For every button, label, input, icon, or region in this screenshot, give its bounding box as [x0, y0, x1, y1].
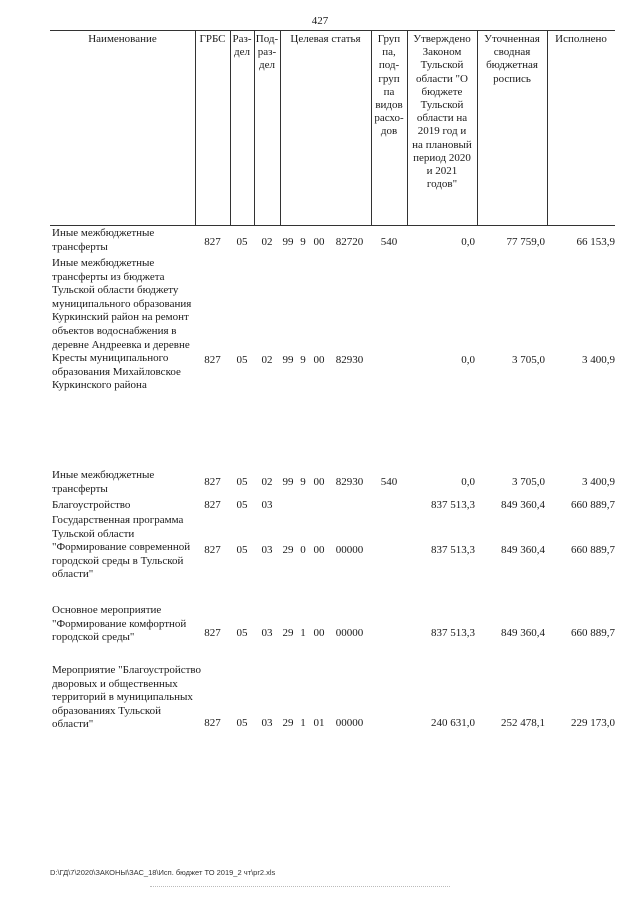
row-target-3: 00	[313, 544, 325, 556]
row-target-2: 1	[300, 717, 306, 729]
row-refined: 3 705,0	[512, 354, 545, 366]
file-path-footer: D:\ГД\7\2020\ЗАКОНЫ\ЗАС_18\Исп. бюджет ТО 2019_2 чт\pr2.xls	[50, 868, 276, 877]
row-razdel: 05	[236, 476, 248, 488]
row-razdel: 05	[236, 236, 248, 248]
header-podrazdel: Под- раз- дел	[255, 33, 279, 72]
col-divider	[280, 30, 281, 226]
row-podrazdel: 02	[261, 354, 273, 366]
row-executed: 660 889,7	[571, 499, 615, 511]
row-executed: 660 889,7	[571, 627, 615, 639]
row-group: 540	[380, 236, 398, 248]
row-name: Благоустройство	[52, 499, 131, 511]
row-grbs: 827	[204, 544, 221, 556]
row-podrazdel: 02	[261, 236, 273, 248]
row-podrazdel: 03	[261, 544, 273, 556]
row-target-1: 99	[282, 354, 294, 366]
header-bottom-border	[50, 225, 615, 226]
row-target-2: 1	[300, 627, 306, 639]
row-target-1: 29	[282, 544, 294, 556]
row-target-4: 00000	[335, 544, 364, 556]
row-razdel: 05	[236, 717, 248, 729]
row-group: 540	[380, 476, 398, 488]
row-name: Мероприятие "Благоустройство дворовых и общественных территорий в муниципальных образованиях Тульской области"	[52, 664, 202, 731]
header-group: Груп па, под- груп па видов расхо- дов	[374, 33, 404, 138]
row-executed: 229 173,0	[571, 717, 615, 729]
row-approved: 837 513,3	[431, 544, 475, 556]
row-approved: 0,0	[461, 236, 475, 248]
row-target-1: 99	[282, 476, 294, 488]
row-refined: 849 360,4	[501, 627, 545, 639]
col-divider	[547, 30, 548, 226]
row-refined: 252 478,1	[501, 717, 545, 729]
row-target-4: 82930	[335, 354, 364, 366]
header-refined: Уточненная сводная бюджетная роспись	[484, 33, 540, 85]
row-target-3: 00	[313, 354, 325, 366]
row-executed: 3 400,9	[582, 476, 615, 488]
row-approved: 0,0	[461, 354, 475, 366]
row-podrazdel: 03	[261, 627, 273, 639]
row-executed: 3 400,9	[582, 354, 615, 366]
page-number: 427	[311, 15, 329, 27]
row-target-4: 00000	[335, 717, 364, 729]
row-name: Иные межбюджетные трансферты	[52, 469, 155, 495]
row-target-2: 9	[300, 236, 306, 248]
row-approved: 240 631,0	[431, 717, 475, 729]
header-razdel: Раз- дел	[232, 33, 252, 59]
header-executed: Исполнено	[555, 33, 607, 45]
row-grbs: 827	[204, 236, 221, 248]
header-approved: Утверждено Законом Тульской области "О бюджете Тульской области на 2019 год и на плановый период 2020 и 2021 годов"	[412, 33, 472, 191]
row-target-4: 82720	[335, 236, 364, 248]
row-grbs: 827	[204, 627, 221, 639]
header-top-border	[50, 30, 615, 31]
row-executed: 660 889,7	[571, 544, 615, 556]
row-target-4: 00000	[335, 627, 364, 639]
row-target-2: 9	[300, 354, 306, 366]
row-target-2: 9	[300, 476, 306, 488]
row-target-3: 00	[313, 476, 325, 488]
row-target-3: 00	[313, 236, 325, 248]
row-razdel: 05	[236, 544, 248, 556]
header-grbs: ГРБС	[199, 33, 226, 45]
row-refined: 77 759,0	[506, 236, 545, 248]
row-refined: 849 360,4	[501, 544, 545, 556]
row-target-1: 29	[282, 717, 294, 729]
row-podrazdel: 02	[261, 476, 273, 488]
header-target: Целевая статья	[290, 33, 361, 45]
row-razdel: 05	[236, 627, 248, 639]
row-target-1: 29	[282, 627, 294, 639]
row-name: Иные межбюджетные трансферты из бюджета Тульской области бюджету муниципального образования Куркинский район на ремонт объектов водоснабжения в деревне Андреевка и деревне Кресты муниципального образования Михайловское Куркинского района	[52, 257, 192, 392]
row-grbs: 827	[204, 499, 221, 511]
col-divider	[195, 30, 196, 226]
row-razdel: 05	[236, 354, 248, 366]
row-target-2: 0	[300, 544, 306, 556]
row-grbs: 827	[204, 717, 221, 729]
row-razdel: 05	[236, 499, 248, 511]
row-approved: 837 513,3	[431, 499, 475, 511]
row-approved: 0,0	[461, 476, 475, 488]
row-refined: 849 360,4	[501, 499, 545, 511]
row-podrazdel: 03	[261, 499, 273, 511]
row-grbs: 827	[204, 476, 221, 488]
row-name: Иные межбюджетные трансферты	[52, 227, 155, 253]
header-name: Наименование	[88, 33, 157, 45]
row-approved: 837 513,3	[431, 627, 475, 639]
row-podrazdel: 03	[261, 717, 273, 729]
scan-artifact	[150, 886, 450, 888]
row-name: Государственная программа Тульской области "Формирование современной городской среды в Тульской области"	[52, 514, 191, 581]
row-name: Основное мероприятие "Формирование комфортной городской среды"	[52, 604, 187, 644]
row-executed: 66 153,9	[576, 236, 615, 248]
row-target-4: 82930	[335, 476, 364, 488]
row-target-3: 01	[313, 717, 325, 729]
row-grbs: 827	[204, 354, 221, 366]
row-target-3: 00	[313, 627, 325, 639]
row-target-1: 99	[282, 236, 294, 248]
row-refined: 3 705,0	[512, 476, 545, 488]
